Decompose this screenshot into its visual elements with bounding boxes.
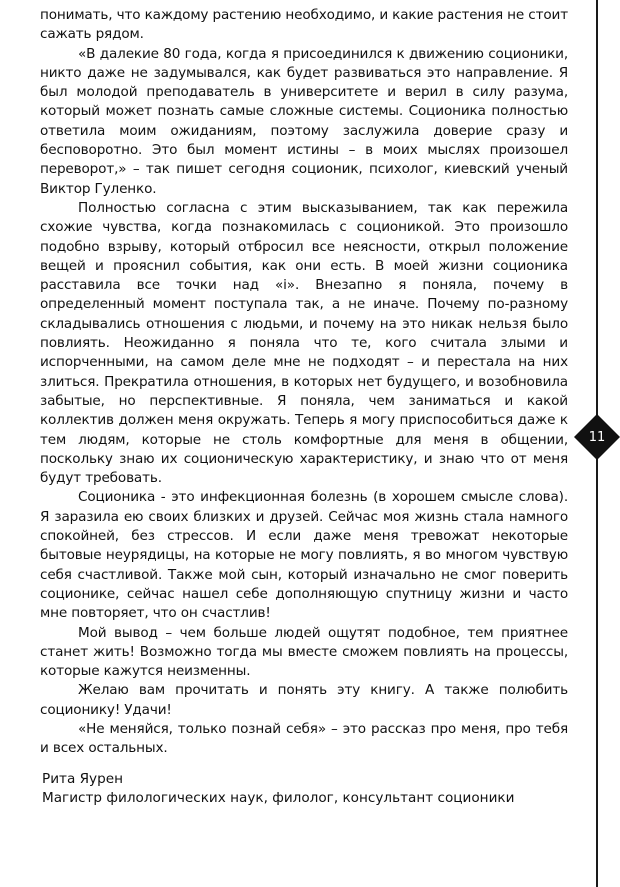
paragraph-6: Желаю вам прочитать и понять эту книгу. А также полюбить соционику! Удачи!	[40, 682, 568, 718]
signature-block	[42, 770, 582, 809]
paragraph-7: «Не меняйся, только познай себя» – это рассказ про меня, про тебя и всех остальных.	[40, 720, 568, 757]
paragraph-3: Полностью согласна с этим высказыванием, так как пережила схожие чувства, когда познакомилась с соционикой. Это произошло подобно взрыву, который отбросил все неясности, открыл положение вещей и прояснил события, как они есть. В моей жизни соционика расставила все точки над «i». Внезапно я поняла, почему в определенный момент поступала так, а не иначе. Почему по-разному складывались отношения с людьми, и почему на это никак нельзя было повлиять. Неожиданно я поняла что те, кого считала злыми и испорченными, на самом деле мне не подходят – и перестала на них злиться. Прекратила отношения, в которых нет будущего, и возобновила забытые, но перспективные. Я поняла, чем заниматься и какой коллектив должен меня окружать. Теперь я могу приспособиться даже к тем людям, которые не столь комфортные для меня в общении, поскольку знаю их соционическую характеристику, и знаю что от меня будут требовать.	[40, 199, 568, 487]
paragraph-1: понимать, что каждому растению необходимо, и какие растения не стоит сажать рядом.	[40, 7, 568, 43]
body-text	[40, 6, 568, 759]
page-number-badge	[573, 413, 620, 461]
author-title: Магистр филологических наук, филолог, консультант соционики	[42, 790, 515, 807]
paragraph-5: Мой вывод – чем больше людей ощутят подобное, тем приятнее станет жить! Возможно тогда мы вместе сможем повлиять на процессы, которые кажутся неизменны.	[40, 624, 568, 680]
author-name: Рита Яурен	[42, 771, 123, 787]
page-number: 11	[588, 429, 606, 445]
paragraph-2: «В далекие 80 года, когда я присоединился к движению соционики, никто даже не задумывался, как будет развиваться это направление. Я был молодой преподаватель в университете и верил в силу разума, который может познать самые сложные системы. Соционика полностью ответила моим ожиданиям, поэтому заслужила доверие сразу и бесповоротно. Это был момент истины – в моих мыслях произошел переворот,» – так пишет сегодня соционик, психолог, киевский ученый Виктор Гуленко.	[40, 45, 568, 197]
paragraph-4: Соционика - это инфекционная болезнь (в хорошем смысле слова). Я заразила ею своих близких и друзей. Сейчас моя жизнь стала намного спокойней, без стрессов. И если даже меня тревожат некоторые бытовые неурядицы, на которые не могу повлиять, я во многом чувствую себя счастливой. Также мой сын, который изначально не смог поверить соционике, сейчас нашел себе дополняющую спутницу жизни и часто мне повторяет, что он счастлив!	[40, 489, 568, 622]
